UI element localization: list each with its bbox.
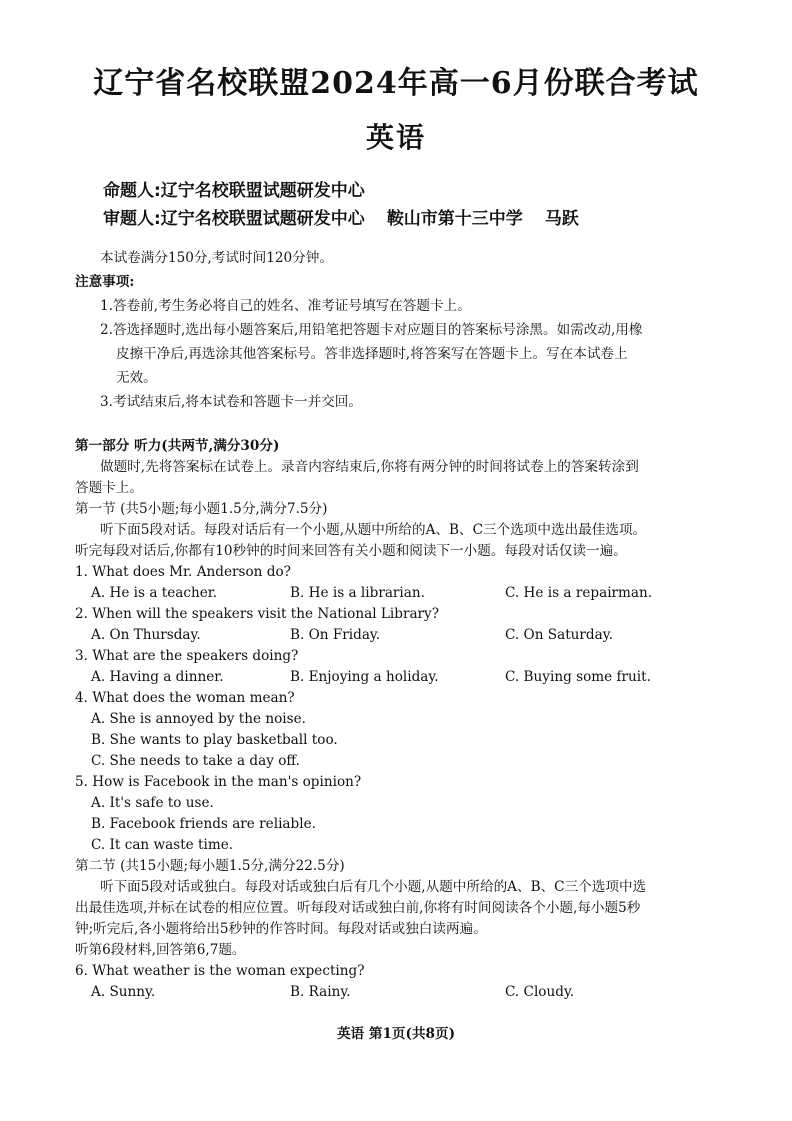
q5-option-a: A. It's safe to use. (91, 795, 214, 811)
note-2: 2.答选择题时,选出每小题答案后,用铅笔把答题卡对应题目的答案标号涂黑。如需改动,用橡 (100, 322, 643, 338)
q5-option-b: B. Facebook friends are reliable. (91, 816, 316, 832)
part1-instr-cont: 答题卡上。 (75, 480, 143, 496)
q3-option-c: C. Buying some fruit. (505, 669, 651, 685)
section2-instr: 听下面5段对话或独白。每段对话或独白后有几个小题,从题中所给的A、B、C三个选项中选 (100, 879, 647, 895)
q4-option-b: B. She wants to play basketball too. (91, 732, 338, 748)
notes-heading: 注意事项: (75, 274, 135, 290)
reviewer-name: 马跃 (544, 209, 579, 229)
page-footer: 英语 第1页(共8页) (336, 1026, 456, 1042)
part1-instr: 做题时,先将答案标在试卷上。录音内容结束后,你将有两分钟的时间将试卷上的答案转涂到 (100, 459, 639, 475)
q4-option-a: A. She is annoyed by the noise. (91, 711, 306, 727)
q3-option-b: B. Enjoying a holiday. (290, 669, 439, 685)
question-1: 1. What does Mr. Anderson do? (75, 564, 291, 580)
section1-instr-cont: 听完每段对话后,你都有10秒钟的时间来回答有关小题和阅读下一小题。每段对话仅读一遍。 (75, 543, 627, 559)
note-2-cont: 皮擦干净后,再选涂其他答案标号。答非选择题时,将答案写在答题卡上。写在本试卷上 (116, 346, 628, 362)
subject-title: 英语 (365, 121, 426, 154)
note-1: 1.答卷前,考生务必将自己的姓名、准考证号填写在答题卡上。 (100, 298, 471, 314)
section1-heading: 第一节 (共5小题;每小题1.5分,满分7.5分) (75, 501, 328, 517)
note-3: 3.考试结束后,将本试卷和答题卡一并交回。 (100, 394, 362, 410)
q2-option-a: A. On Thursday. (91, 627, 201, 643)
note-2-end: 无效。 (116, 370, 157, 386)
q1-option-b: B. He is a librarian. (290, 585, 425, 601)
q6-option-b: B. Rainy. (290, 984, 351, 1000)
question-3: 3. What are the speakers doing? (75, 648, 299, 664)
section1-instr: 听下面5段对话。每段对话后有一个小题,从题中所给的A、B、C三个选项中选出最佳选项。 (100, 522, 647, 538)
q3-option-a: A. Having a dinner. (91, 669, 224, 685)
q5-option-c: C. It can waste time. (91, 837, 234, 853)
reviewer-line (103, 204, 579, 229)
q1-option-a: A. He is a teacher. (91, 585, 218, 601)
q2-option-c: C. On Saturday. (505, 627, 613, 643)
section2-heading: 第二节 (共15小题;每小题1.5分,满分22.5分) (75, 858, 345, 874)
setter-line: 命题人:辽宁名校联盟试题研发中心 (103, 181, 365, 201)
question-2: 2. When will the speakers visit the National Library? (75, 606, 440, 622)
section2-instr-cont: 出最佳选项,并标在试卷的相应位置。听每段对话或独白前,你将有时间阅读各个小题,每小题5秒 (75, 900, 641, 916)
question-6: 6. What weather is the woman expecting? (75, 963, 365, 979)
material-6-heading: 听第6段材料,回答第6,7题。 (75, 942, 246, 958)
question-4: 4. What does the woman mean? (75, 690, 295, 706)
q6-option-c: C. Cloudy. (505, 984, 575, 1000)
question-5: 5. How is Facebook in the man's opinion? (75, 774, 362, 790)
q2-option-b: B. On Friday. (290, 627, 381, 643)
section2-instr-end: 钟;听完后,各小题将给出5秒钟的作答时间。每段对话或独白读两遍。 (75, 921, 487, 937)
score-time: 本试卷满分150分,考试时间120分钟。 (100, 250, 333, 266)
q4-option-c: C. She needs to take a day off. (91, 753, 300, 769)
part1-heading: 第一部分 听力(共两节,满分30分) (75, 438, 280, 454)
reviewer-org: 审题人:辽宁名校联盟试题研发中心 (103, 209, 365, 229)
q1-option-c: C. He is a repairman. (505, 585, 653, 601)
exam-title: 辽宁省名校联盟2024年高一6月份联合考试 (93, 66, 699, 101)
reviewer-school: 鞍山市第十三中学 (386, 209, 523, 229)
q6-option-a: A. Sunny. (91, 984, 156, 1000)
